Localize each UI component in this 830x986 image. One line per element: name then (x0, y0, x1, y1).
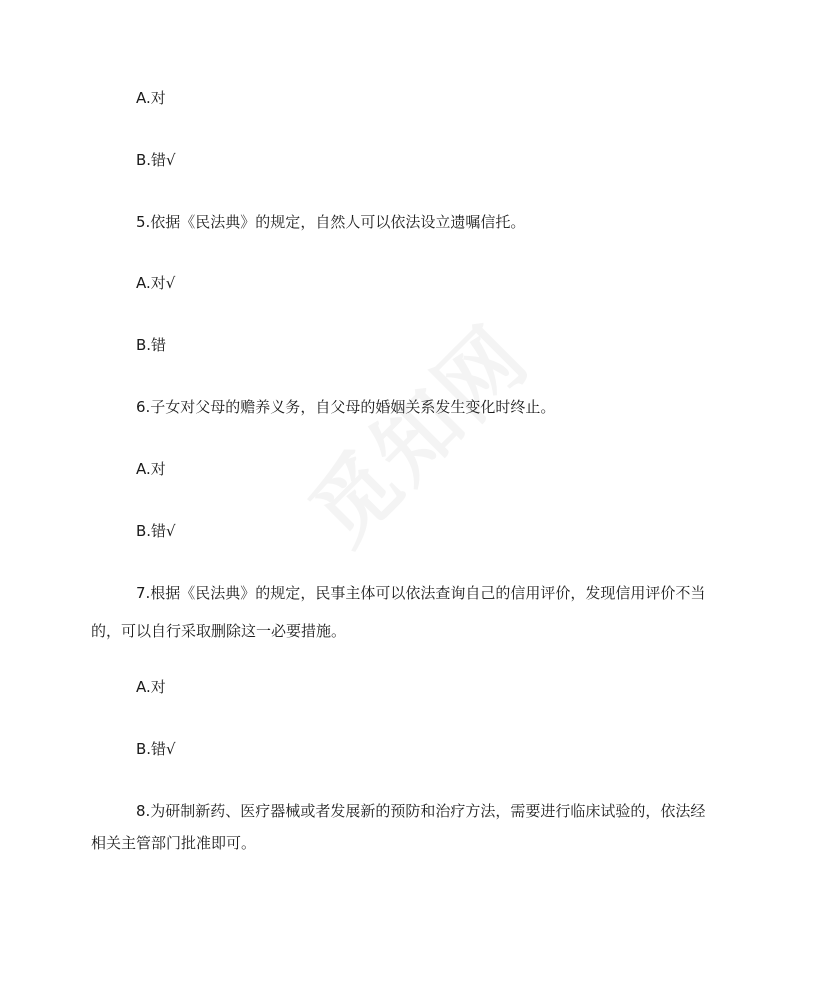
question-8-line-2: 相关主管部门批准即可。 (91, 834, 257, 852)
option-a-q6: A.对 (136, 460, 166, 478)
question-5: 5.依据《民法典》的规定，自然人可以依法设立遗嘱信托。 (136, 213, 526, 231)
question-6: 6.子女对父母的赡养义务，自父母的婚姻关系发生变化时终止。 (136, 398, 556, 416)
question-8-line-1: 8.为研制新药、医疗器械或者发展新的预防和治疗方法，需要进行临床试验的，依法经 (136, 802, 706, 820)
question-7-line-2: 的，可以自行采取删除这一必要措施。 (91, 622, 347, 640)
option-a-q4: A.对 (136, 89, 166, 107)
option-b-q7: B.错√ (136, 740, 176, 758)
option-b-q5: B.错 (136, 336, 167, 354)
watermark (266, 282, 564, 580)
option-b-q6: B.错√ (136, 522, 176, 540)
question-7-line-1: 7.根据《民法典》的规定，民事主体可以依法查询自己的信用评价，发现信用评价不当 (136, 584, 706, 602)
option-b-q4: B.错√ (136, 151, 176, 169)
option-a-q5: A.对√ (136, 274, 176, 292)
option-a-q7: A.对 (136, 678, 166, 696)
